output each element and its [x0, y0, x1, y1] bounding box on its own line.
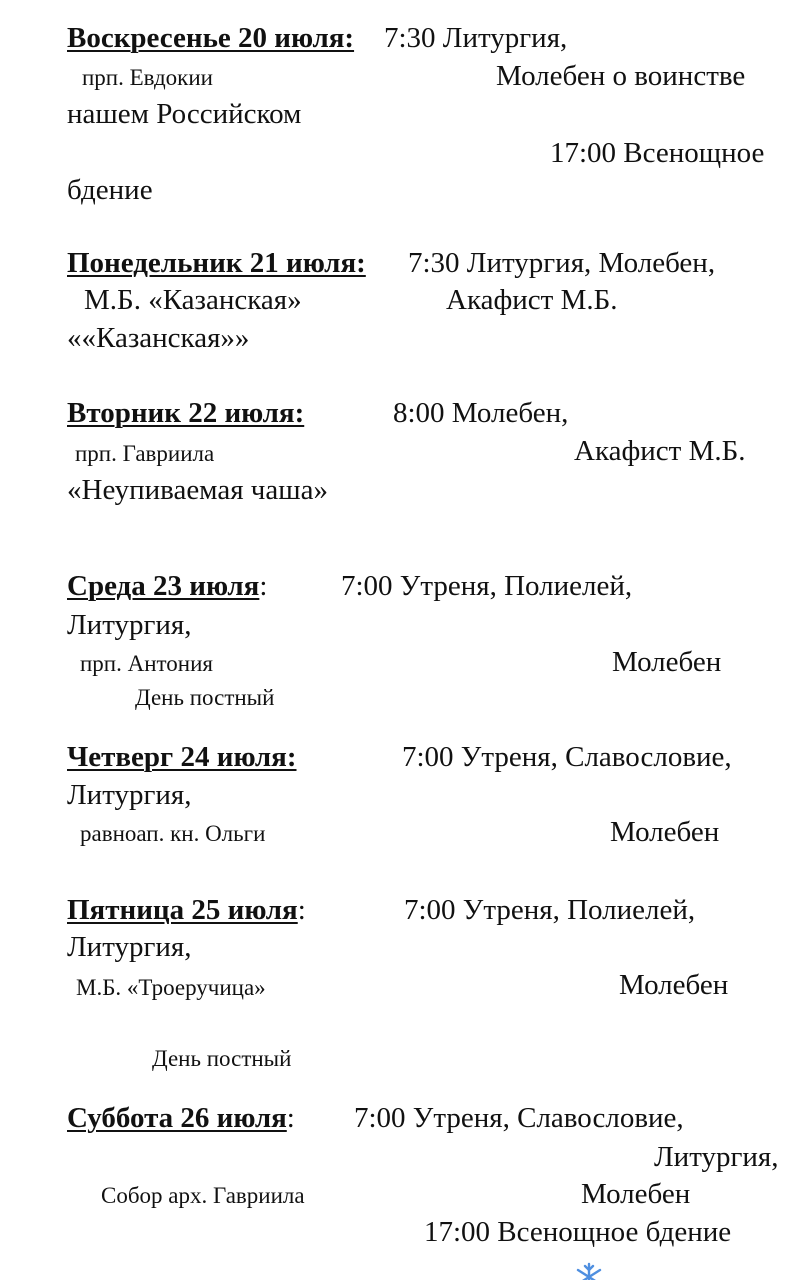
service-line: Молебен [612, 646, 722, 678]
service-line: Литургия, [67, 609, 192, 641]
service-line: ««Казанская»» [67, 322, 250, 354]
day-heading-monday: Понедельник 21 июля: [67, 247, 366, 279]
heading-colon: : [297, 894, 306, 926]
service-line: Литургия, [654, 1141, 779, 1173]
service-line: 7:00 Утреня, Полиелей, [341, 570, 633, 602]
saint-name: прп. Антония [80, 651, 213, 676]
service-line: Литургия, [67, 931, 192, 963]
day-heading-saturday [67, 1104, 295, 1133]
service-line: Литургия, [67, 779, 192, 811]
heading-colon: : [259, 570, 268, 602]
snowflake-icon [576, 1262, 602, 1280]
day-heading-wednesday [67, 572, 267, 601]
fast-day-note: День постный [135, 685, 275, 710]
service-line: Молебен [619, 969, 729, 1001]
service-line: Акафист М.Б. [574, 435, 746, 467]
service-line: Молебен [581, 1178, 691, 1210]
heading-colon: : [286, 1102, 295, 1134]
saint-name: равноап. кн. Ольги [80, 821, 266, 846]
fast-day-note: День постный [152, 1046, 292, 1071]
saint-name: прп. Гавриила [75, 441, 215, 466]
service-line: 7:00 Утреня, Славословие, [354, 1102, 684, 1134]
service-line: 17:00 Всенощное [550, 137, 765, 169]
day-heading-thursday: Четверг 24 июля: [67, 741, 297, 773]
service-line: 7:30 Литургия, [384, 22, 568, 54]
saint-name: прп. Евдокии [82, 65, 213, 90]
service-line: «Неупиваемая чаша» [67, 474, 328, 506]
service-line: 17:00 Всенощное бдение [424, 1216, 732, 1248]
saint-name: Собор арх. Гавриила [101, 1183, 305, 1208]
service-line: 7:30 Литургия, Молебен, [408, 247, 716, 279]
day-heading-tuesday: Вторник 22 июля: [67, 397, 305, 429]
day-heading-friday [67, 896, 306, 925]
service-line: Акафист М.Б. [446, 284, 618, 316]
day-heading-sunday: Воскресенье 20 июля: [67, 22, 355, 54]
saint-name: М.Б. «Казанская» [84, 284, 302, 316]
service-line: 7:00 Утреня, Полиелей, [404, 894, 696, 926]
saint-name: М.Б. «Троеручица» [76, 975, 266, 1000]
day-heading-text: Суббота 26 июля [67, 1102, 287, 1134]
service-line: 8:00 Молебен, [393, 397, 569, 429]
service-line: Молебен о воинстве [496, 60, 746, 92]
service-line: Молебен [610, 816, 720, 848]
service-line: 7:00 Утреня, Славословие, [402, 741, 732, 773]
service-line: бдение [67, 174, 153, 206]
service-line: нашем Российском [67, 98, 302, 130]
day-heading-text: Пятница 25 июля [67, 894, 298, 926]
day-heading-text: Среда 23 июля [67, 570, 260, 602]
